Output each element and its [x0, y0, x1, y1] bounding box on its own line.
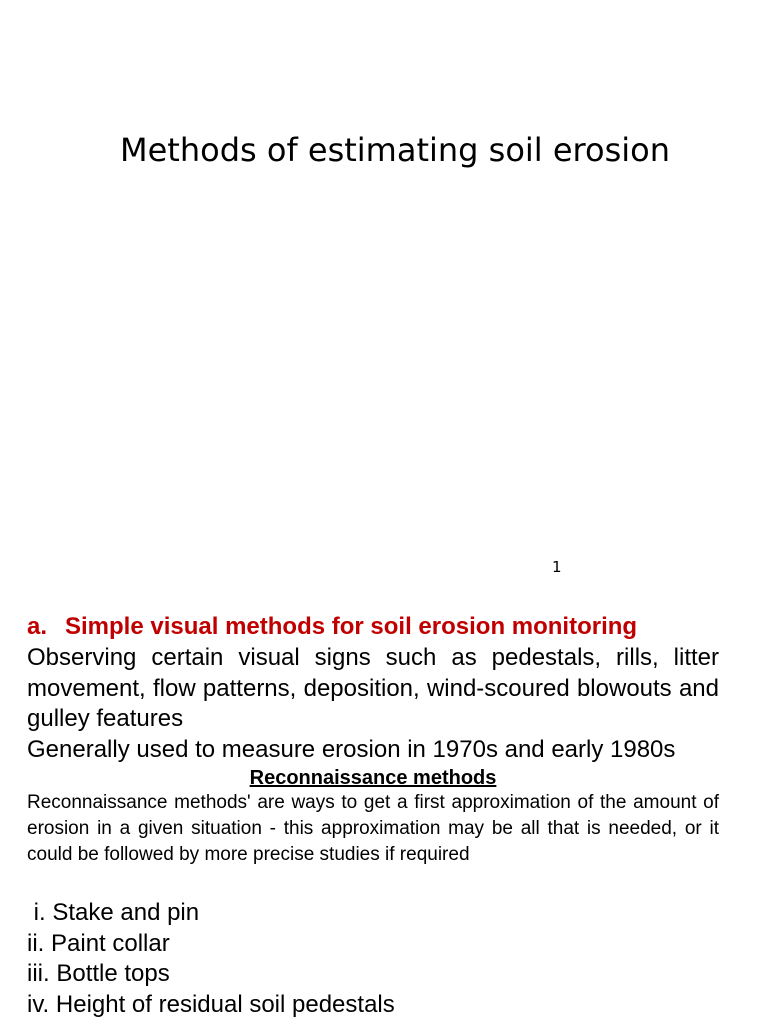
section-heading: [27, 611, 637, 643]
reconnaissance-subheading: Reconnaissance methods: [249, 767, 497, 789]
slide-title: Methods of estimating soil erosion: [120, 131, 670, 169]
section-heading-text: Simple visual methods for soil erosion monitoring: [65, 613, 638, 640]
list-item: iii. Bottle tops: [27, 960, 170, 987]
methods-list: [27, 898, 395, 1020]
list-item: ii. Paint collar: [27, 929, 170, 957]
list-item: i. Stake and pin: [27, 899, 200, 926]
list-item: iv. Height of residual soil pedestals: [27, 990, 395, 1018]
reconnaissance-paragraph: Reconnaissance methods' are ways to get a first approximation of the amount of erosion in a given situation - this approximation may be all that is needed, or it could be followed by more precise studies if required: [27, 792, 719, 865]
page-number: 1: [552, 558, 562, 576]
section-heading-marker: a.: [27, 613, 48, 640]
generally-paragraph: Generally used to measure erosion in 1970s and early 1980s: [27, 736, 676, 763]
observing-paragraph: Observing certain visual signs such as pedestals, rills, litter movement, flow patterns, deposition, wind-scoured blowouts and gulley features: [27, 644, 719, 732]
